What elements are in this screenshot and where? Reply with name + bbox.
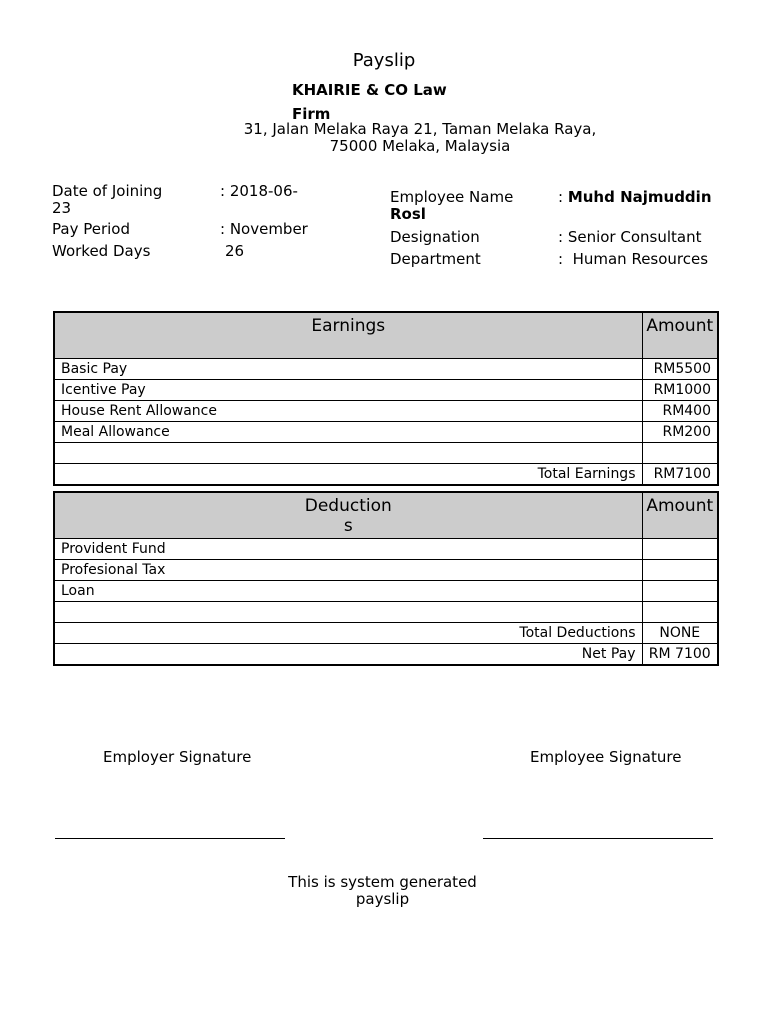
employer-signature-line <box>55 838 285 839</box>
employer-signature-label: Employer Signature <box>103 748 252 766</box>
total-earnings-row <box>54 464 718 486</box>
earning-amount: RM1000 <box>642 380 718 401</box>
earnings-table <box>53 311 719 486</box>
table-row <box>54 560 718 581</box>
designation-label: Designation <box>390 228 480 246</box>
deduction-amount <box>642 560 718 581</box>
payslip-title: Payslip <box>352 50 416 71</box>
deductions-header-row <box>54 492 718 539</box>
table-row-empty <box>54 443 718 464</box>
deductions-header-cell <box>54 492 642 539</box>
company-name: KHAIRIE & CO Law Firm <box>292 81 447 123</box>
department-value: : Human Resources <box>558 250 709 268</box>
table-row <box>54 422 718 443</box>
table-row <box>54 380 718 401</box>
company-address <box>220 121 620 155</box>
footer-note: This is system generated payslip <box>288 873 477 908</box>
deduction-label: Loan <box>54 581 642 602</box>
deductions-amount-header: Amount <box>642 492 718 539</box>
date-joining-value-part: : 2018-06- <box>220 182 298 200</box>
table-row <box>54 401 718 422</box>
earning-label: Meal Allowance <box>54 422 642 443</box>
net-pay-row <box>54 644 718 666</box>
net-pay-value: RM 7100 <box>642 644 718 666</box>
pay-period-label: Pay Period <box>52 220 130 238</box>
total-earnings-value: RM7100 <box>642 464 718 486</box>
employee-name-label: Employee Name <box>390 188 514 206</box>
deduction-label: Provident Fund <box>54 539 642 560</box>
total-deductions-value: NONE <box>642 623 718 644</box>
address-line-1: 31, Jalan Melaka Raya 21, Taman Melaka Raya, <box>243 120 597 138</box>
deduction-label: Profesional Tax <box>54 560 642 581</box>
table-row-empty <box>54 602 718 623</box>
earnings-header: Earnings <box>54 312 642 359</box>
deductions-header: Deductions <box>304 496 392 536</box>
table-row <box>54 539 718 560</box>
employee-signature-line <box>483 838 713 839</box>
deduction-amount <box>642 581 718 602</box>
table-row <box>54 581 718 602</box>
total-earnings-label: Total Earnings <box>54 464 642 486</box>
earning-amount: RM5500 <box>642 359 718 380</box>
earning-amount: RM200 <box>642 422 718 443</box>
designation-value: : Senior Consultant <box>558 228 702 246</box>
total-deductions-row <box>54 623 718 644</box>
worked-days-value: 26 <box>225 242 245 260</box>
earning-label: Basic Pay <box>54 359 642 380</box>
net-pay-label: Net Pay <box>54 644 642 666</box>
address-line-2: 75000 Melaka, Malaysia <box>329 137 511 155</box>
earning-amount: RM400 <box>642 401 718 422</box>
earnings-header-row <box>54 312 718 359</box>
total-deductions-label: Total Deductions <box>54 623 642 644</box>
date-joining-label: Date of Joining <box>52 182 163 200</box>
earning-label: Icentive Pay <box>54 380 642 401</box>
date-joining-value-tail: 23 <box>52 199 72 217</box>
employee-signature-label: Employee Signature <box>530 748 682 766</box>
department-label: Department <box>390 250 481 268</box>
earnings-amount-header: Amount <box>642 312 718 359</box>
employee-name-value: Muhd Najmuddin Rosl <box>390 188 712 223</box>
deduction-amount <box>642 539 718 560</box>
worked-days-label: Worked Days <box>52 242 151 260</box>
earning-label: House Rent Allowance <box>54 401 642 422</box>
deductions-table <box>53 491 719 666</box>
pay-period-value: : November <box>220 220 308 238</box>
table-row <box>54 359 718 380</box>
